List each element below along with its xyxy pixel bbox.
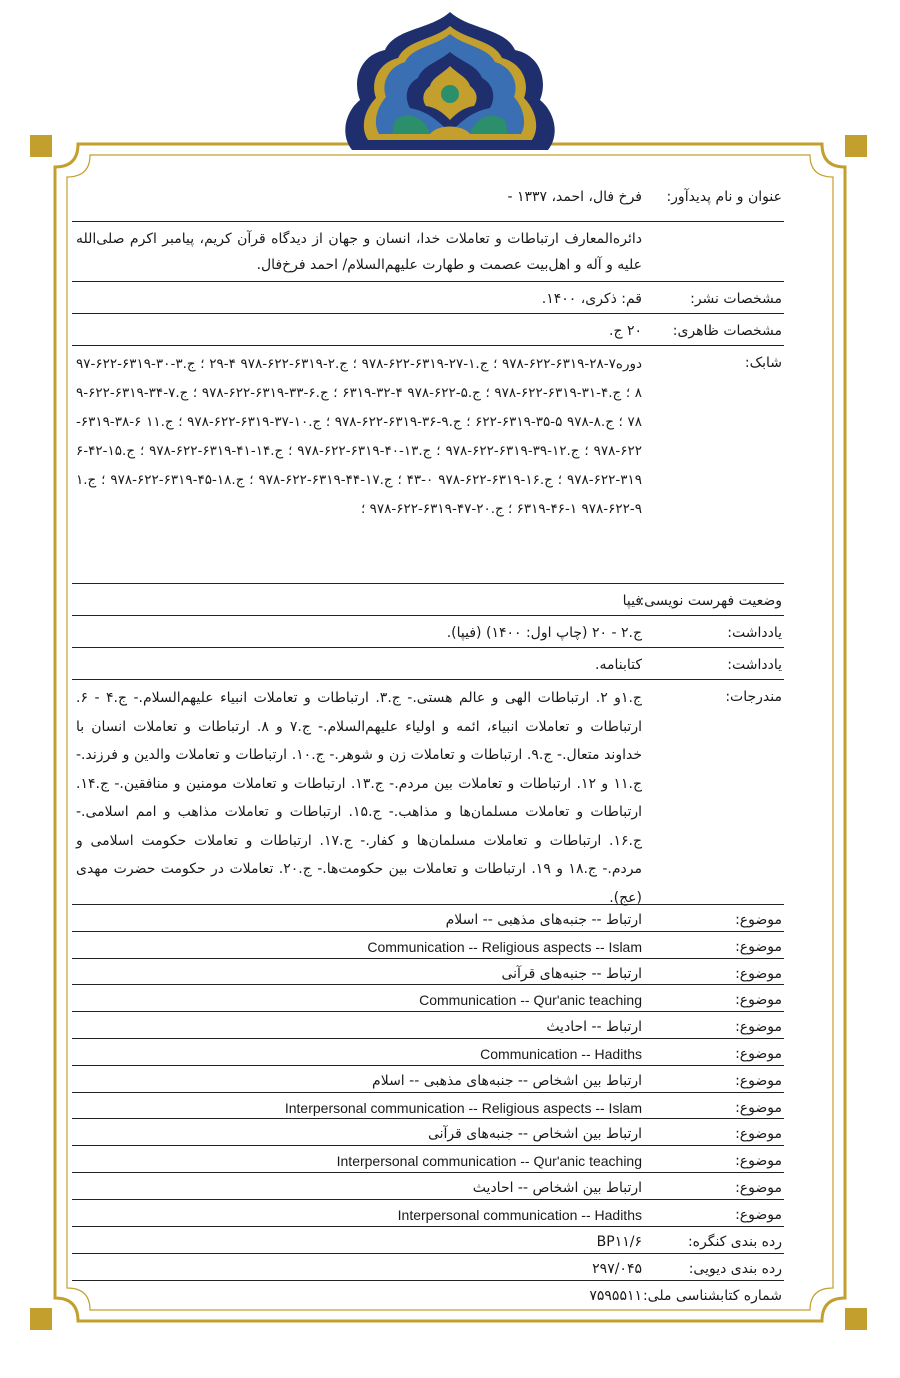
note-row-1	[72, 616, 784, 648]
corner-square-bottom-right	[845, 1308, 867, 1330]
note-label-1: یادداشت:	[727, 625, 782, 641]
subject-label: موضوع:	[735, 1045, 782, 1062]
subject-value: Communication -- Religious aspects -- Islam	[367, 938, 642, 955]
title-label	[642, 222, 784, 281]
subject-value: ارتباط بین اشخاص -- جنبه‌های مذهبی -- اسلام	[372, 1072, 642, 1089]
subject-row	[72, 905, 784, 932]
national-number-row	[72, 1281, 784, 1308]
publication-label: مشخصات نشر:	[690, 291, 782, 307]
physical-value: ۲۰ ج.	[609, 323, 642, 339]
subject-label: موضوع:	[735, 1179, 782, 1196]
subject-value: Interpersonal communication -- Hadiths	[397, 1206, 642, 1223]
corner-square-bottom-left	[30, 1308, 52, 1330]
title-row	[72, 222, 784, 282]
subject-row	[72, 985, 784, 1012]
subject-value: Interpersonal communication -- Qur'anic teaching	[336, 1153, 642, 1170]
subject-label: موضوع:	[735, 1206, 782, 1223]
dewey-value: ۲۹۷/۰۴۵	[592, 1260, 642, 1277]
subject-value: ارتباط -- جنبه‌های مذهبی -- اسلام	[445, 912, 642, 928]
subject-label: موضوع:	[735, 1072, 782, 1089]
contents-value: ج.۱و ۲. ارتباطات الهی و عالم هستی.- ج.۳. ارتباطات و تعاملات انبیاء علیهم‌السلام.- ج.۴ - ۶. ارتباطات و تعاملات انبیاء، ائمه و اولیاء علیهم‌السلام.- ج.۷ و ۸. ارتباطات و تعاملات انسان با خداوند متعال.- ج.۹. ارتباطات و تعاملات زن و شوهر.- ج.۱۰. ارتباطات و تعاملات والدین و فرزند.- ج.۱۱ و ۱۲. ارتباطات و تعاملات بین مردم.- ج.۱۳. ارتباطات و تعاملات مومنین و منافقین.- ج.۱۴. ارتباطات و تعاملات مسلمان‌ها و مذاهب.- ج.۱۵. ارتباطات و تعاملات مذاهب و امم اسلامی.- ج.۱۶. ارتباطات و تعاملات مسلمان‌ها و کفار.- ج.۱۷. ارتباطات و تعاملات حکومت اسلامی و مردم.- ج.۱۸ و ۱۹. ارتباطات و تعاملات بین حکومت‌ها.- ج.۲۰. تعاملات در حکومت حضرت مهدی (عج).	[76, 690, 642, 906]
publication-value: قم: ذکری، ۱۴۰۰.	[541, 291, 642, 307]
subject-value: ارتباط بین اشخاص -- احادیث	[472, 1179, 642, 1196]
corner-square-top-left	[30, 135, 52, 157]
cataloging-row	[72, 584, 784, 616]
subject-label: موضوع:	[735, 912, 782, 928]
subject-row	[72, 1093, 784, 1120]
lc-class-row	[72, 1227, 784, 1254]
subject-row	[72, 1012, 784, 1039]
dewey-label: رده بندی دیویی:	[688, 1260, 782, 1277]
subject-row	[72, 1039, 784, 1066]
subject-row	[72, 1066, 784, 1093]
author-row	[72, 180, 784, 222]
isbn-row	[72, 346, 784, 584]
subject-value: Communication -- Hadiths	[480, 1045, 642, 1062]
note-value-2: کتابنامه.	[595, 657, 642, 673]
cataloging-value: فیپا	[622, 593, 642, 609]
subject-label: موضوع:	[735, 1019, 782, 1036]
isbn-value: دوره۷-۲۸-۶۳۱۹-۶۲۲-۹۷۸ ؛ ج.۱-۲۷-۶۳۱۹-۶۲۲-۹۷۸ ؛ ج.۲-۶۳۱۹-۶۲۲-۹۷۸ ۴-۲۹ ؛ ج.۳-۳۰-۶۳۱۹-۶۲۲-۹۷۸ ؛ ج.۴-۳۱-۶۳۱۹-۶۲۲-۹۷۸ ؛ ج.۵-۶۲۲-۹۷۸ ۴-۳۲-۶۳۱۹ ؛ ج.۶-۳۳-۶۳۱۹-۶۲۲-۹۷۸ ؛ ج.۷-۳۴-۶۳۱۹-۶۲۲-۹۷۸ ؛ ج.۸-۹۷۸ ۵-۳۵-۶۳۱۹-۶۲۲ ؛ ج.۹-۳۶-۶۳۱۹-۶۲۲-۹۷۸ ؛ ج.۱۰-۳۷-۶۳۱۹-۶۲۲-۹۷۸ ؛ ج.۱۱ ۶-۳۸-۶۳۱۹-۶۲۲-۹۷۸ ؛ ج.۱۲-۳۹-۶۳۱۹-۶۲۲-۹۷۸ ؛ ج.۱۳-۴۰-۶۳۱۹-۶۲۲-۹۷۸ ؛ ج.۱۴-۴۱-۶۳۱۹-۶۲۲-۹۷۸ ؛ ج.۱۵-۴۲-۶۳۱۹-۶۲۲-۹۷۸ ؛ ج.۱۶-۶۳۱۹-۶۲۲-۹۷۸ ۰-۴۳ ؛ ج.۱۷-۴۴-۶۳۱۹-۶۲۲-۹۷۸ ؛ ج.۱۸-۴۵-۶۳۱۹-۶۲۲-۹۷۸ ؛ ج.۱۹-۶۲۲-۹۷۸ ۱-۴۶-۶۳۱۹ ؛ ج.۲۰-۴۷-۶۳۱۹-۶۲۲-۹۷۸ ؛	[76, 356, 643, 517]
dewey-row	[72, 1254, 784, 1281]
author-value: فرخ فال، احمد، ۱۳۳۷ -	[507, 189, 642, 205]
subject-row	[72, 932, 784, 959]
subject-row	[72, 1173, 784, 1200]
corner-square-top-right	[845, 135, 867, 157]
subject-value: ارتباط بین اشخاص -- جنبه‌های قرآنی	[427, 1126, 642, 1143]
national-number-value: ۷۵۹۵۵۱۱	[589, 1287, 642, 1304]
note-label-2: یادداشت:	[727, 657, 782, 673]
subject-value: ارتباط -- جنبه‌های قرآنی	[501, 965, 642, 982]
lc-class-value: BP۱۱/۶	[596, 1233, 642, 1250]
subject-label: موضوع:	[735, 965, 782, 982]
catalog-record	[72, 180, 784, 1308]
subject-row	[72, 1200, 784, 1227]
arabesque-ornament	[345, 12, 554, 150]
subject-row	[72, 1119, 784, 1146]
note-row-2	[72, 648, 784, 680]
isbn-label: شابک:	[744, 355, 782, 371]
subject-label: موضوع:	[735, 1099, 782, 1116]
subject-value: Interpersonal communication -- Religious aspects -- Islam	[284, 1099, 642, 1116]
subject-value: Communication -- Qur'anic teaching	[419, 992, 642, 1009]
subject-row	[72, 959, 784, 986]
subjects-list	[72, 905, 784, 1227]
contents-row	[72, 680, 784, 905]
cataloging-label: وضعیت فهرست نویسی:	[639, 593, 782, 609]
subject-row	[72, 1146, 784, 1173]
physical-label: مشخصات ظاهری:	[672, 323, 782, 339]
subject-label: موضوع:	[735, 938, 782, 955]
subject-value: ارتباط -- احادیث	[546, 1019, 642, 1036]
subject-label: موضوع:	[735, 1126, 782, 1143]
physical-row	[72, 314, 784, 346]
title-value: دائره‌المعارف ارتباطات و تعاملات خدا، انسان و جهان از دیدگاه قرآن کریم، پیامبر اکرم صلی‌الله علیه و آله و اهل‌بیت عصمت و طهارت علیهم‌السلام/ احمد فرخ‌فال.	[76, 231, 642, 273]
contents-label: مندرجات:	[725, 689, 782, 705]
note-value-1: ج.۲ - ۲۰ (چاپ اول: ۱۴۰۰) (فیپا).	[446, 625, 642, 641]
lc-class-label: رده بندی کنگره:	[687, 1233, 782, 1250]
subject-label: موضوع:	[735, 1153, 782, 1170]
subject-label: موضوع:	[735, 992, 782, 1009]
publication-row	[72, 282, 784, 314]
national-number-label: شماره کتابشناسی ملی:	[642, 1287, 782, 1304]
author-label: عنوان و نام پدیدآور:	[666, 189, 782, 205]
